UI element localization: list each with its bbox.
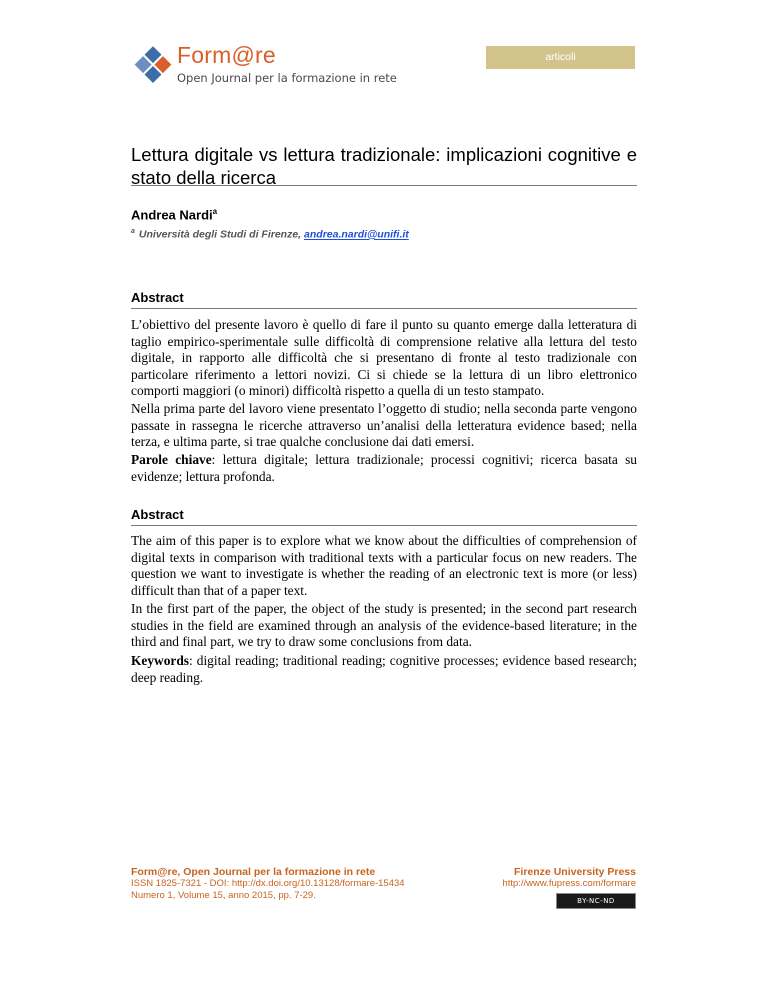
author-email-link[interactable]: andrea.nardi@unifi.it xyxy=(304,228,409,241)
keywords-en-text: : digital reading; traditional reading; cognitive processes; evidence based research; deep reading. xyxy=(131,653,637,685)
abstract-it-heading: Abstract xyxy=(131,290,184,305)
title-rule xyxy=(131,185,637,186)
logo-subtitle: Open Journal per la formazione in rete xyxy=(177,71,397,85)
keywords-en-label: Keywords xyxy=(131,653,190,668)
footer-publisher-info xyxy=(470,866,636,909)
author-name xyxy=(131,207,217,222)
license-badge-text: BY-NC-ND xyxy=(577,897,615,905)
creative-commons-icon xyxy=(556,893,636,909)
diamond-tiles-icon xyxy=(131,44,175,88)
journal-logo xyxy=(131,38,397,88)
footer-issue: Numero 1, Volume 15, anno 2015, pp. 7-29. xyxy=(131,890,316,901)
author-name-text: Andrea Nardi xyxy=(131,207,213,223)
author-superscript: a xyxy=(212,207,218,216)
abstract-it-paragraph-1: L’obiettivo del presente lavoro è quello di fare il punto su quanto emerge dalla letteratura di taglio empirico-sperimentale sulle difficoltà di comprensione relative alla lettura del testo digitale, in rapporto alle difficoltà che si presentano di fronte al testo tradizionale con particolare riferimento a lettori novizi. Ci si chiede se la lettura di un libro elettronico comporti maggiori (o minori) difficoltà rispetto a quella di un testo stampato. xyxy=(131,317,637,399)
abstract-en-heading: Abstract xyxy=(131,507,184,522)
abstract-it-rule xyxy=(131,308,637,309)
author-affiliation xyxy=(131,228,409,241)
footer-issn-doi: ISSN 1825-7321 - DOI: http://dx.doi.org/10.13128/formare-15434 xyxy=(131,878,405,889)
logo-title: Form@re xyxy=(177,42,276,68)
abstract-en-paragraph-1: The aim of this paper is to explore what we know about the difficulties of comprehension of digital texts in comparison with traditional texts with a particular focus on new readers. The question we want to investigate is whether the reading of an electronic text is more (or less) difficult than that of a paper text. xyxy=(131,533,637,598)
footer-journal-name: Form@re, Open Journal per la formazione in rete xyxy=(131,866,376,878)
article-title: Lettura digitale vs lettura tradizionale: implicazioni cognitive e stato della ricerca xyxy=(131,144,637,188)
footer-publisher-url[interactable]: http://www.fupress.com/formare xyxy=(502,878,636,889)
keywords-it-label: Parole chiave xyxy=(131,452,212,467)
footer-journal-info xyxy=(131,866,405,902)
affiliation-superscript: a xyxy=(131,228,135,235)
keywords-it-text: : lettura digitale; lettura tradizionale; processi cognitivi; ricerca basata su evidenze; lettura profonda. xyxy=(131,452,637,484)
affiliation-text: Università degli Studi di Firenze, xyxy=(138,228,302,241)
abstract-en-rule xyxy=(131,525,637,526)
section-tag: articoli xyxy=(486,46,635,69)
footer-publisher-name: Firenze University Press xyxy=(514,866,636,878)
abstract-en-paragraph-2: In the first part of the paper, the object of the study is presented; in the second part research studies in the field are examined through an analysis of the evidence-based literature; in the third and final part, we try to draw some conclusions from data. xyxy=(131,601,637,650)
abstract-en-keywords xyxy=(131,653,637,686)
abstract-it-paragraph-2: Nella prima parte del lavoro viene presentato l’oggetto di studio; nella seconda parte vengono passate in rassegna le ricerche attraverso un’analisi della letteratura evidence based; nella terza, e ultima parte, si trae qualche conclusione dai dati emersi. xyxy=(131,401,637,450)
abstract-it-keywords xyxy=(131,452,637,485)
